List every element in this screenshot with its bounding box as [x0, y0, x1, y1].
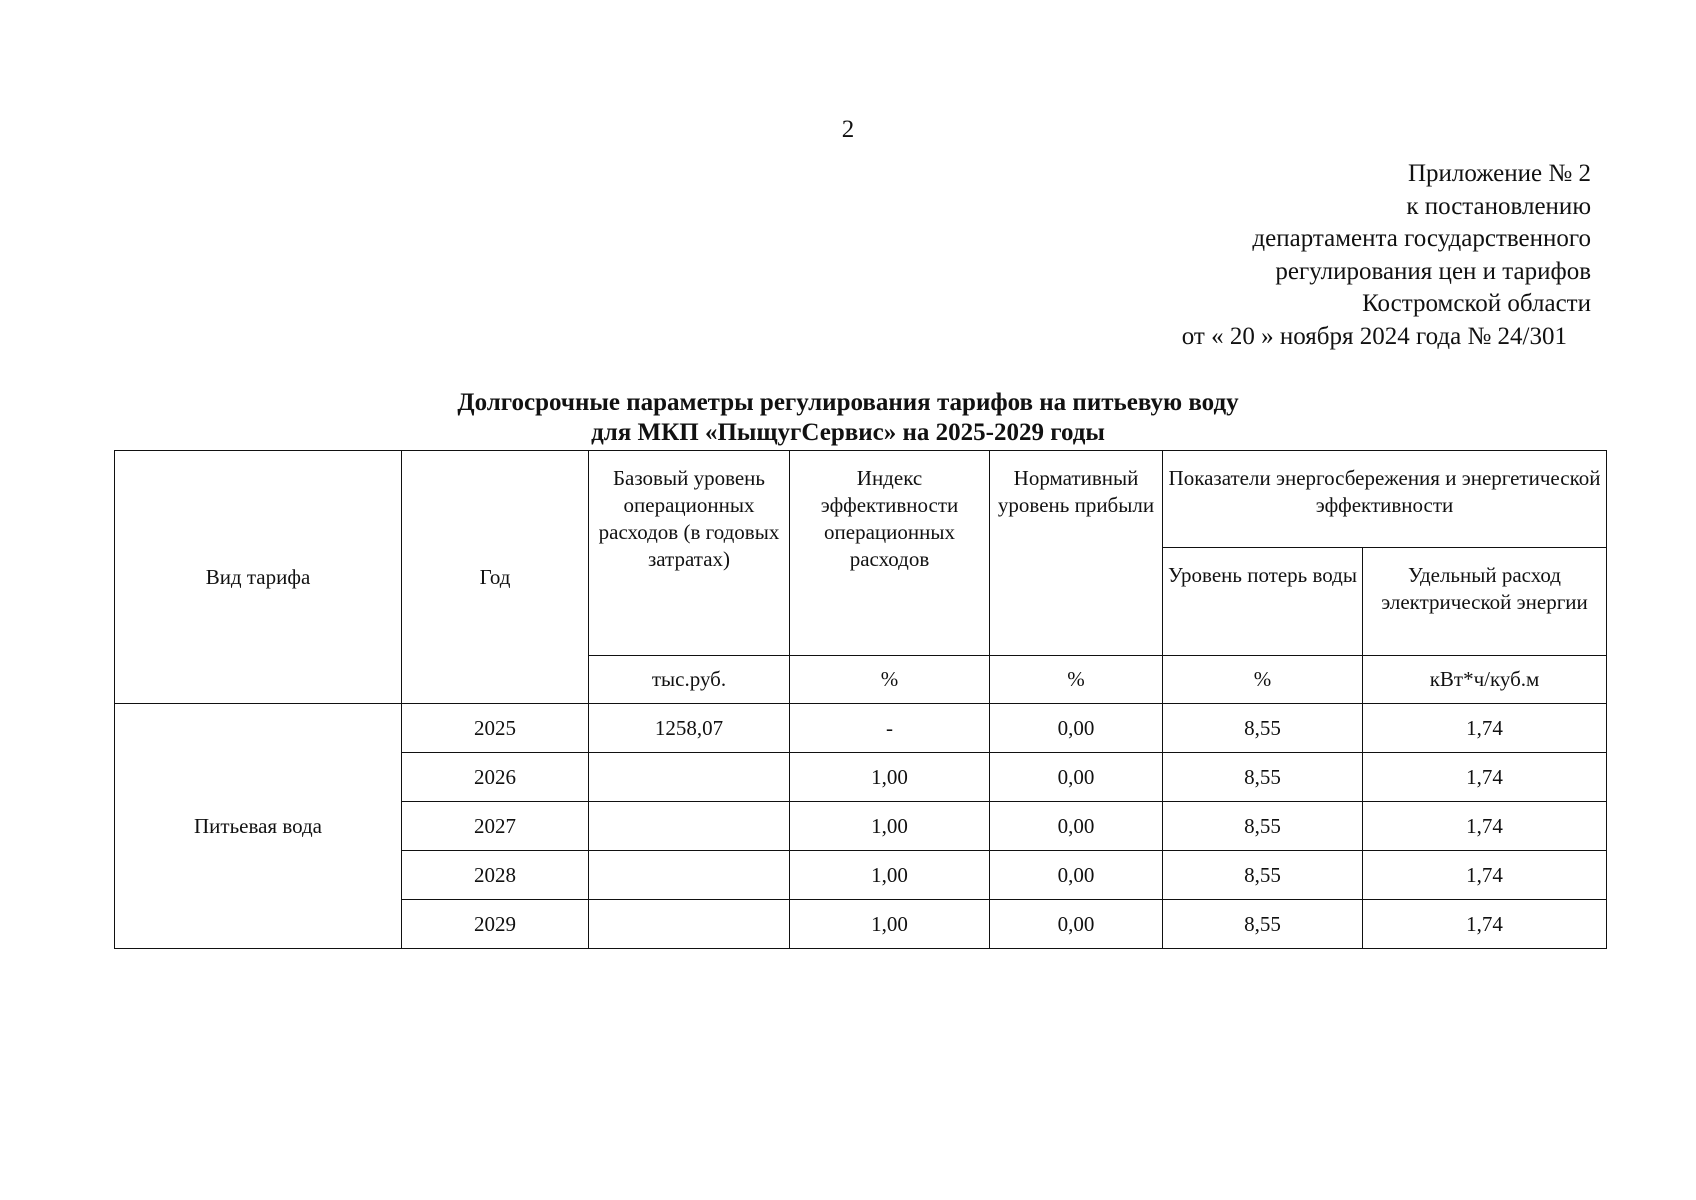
year-cell: 2027 [402, 802, 589, 851]
year-cell: 2029 [402, 900, 589, 949]
efficiency-index-cell: 1,00 [790, 900, 990, 949]
base-opex-cell [589, 851, 790, 900]
water-loss-cell: 8,55 [1163, 704, 1363, 753]
profit-level-cell: 0,00 [990, 851, 1163, 900]
year-cell: 2025 [402, 704, 589, 753]
year-cell: 2026 [402, 753, 589, 802]
header-profit-level: Нормативный уровень прибыли [990, 451, 1163, 656]
base-opex-cell [589, 753, 790, 802]
page-number: 2 [841, 116, 855, 143]
tariff-parameters-table [114, 450, 1607, 949]
efficiency-index-cell: 1,00 [790, 753, 990, 802]
electricity-cell: 1,74 [1363, 704, 1607, 753]
base-opex-cell [589, 802, 790, 851]
appendix-line: регулирования цен и тарифов [1275, 257, 1591, 285]
base-opex-cell [589, 900, 790, 949]
header-year: Год [402, 451, 589, 704]
year-cell: 2028 [402, 851, 589, 900]
base-opex-cell: 1258,07 [589, 704, 790, 753]
efficiency-index-cell: - [790, 704, 990, 753]
unit-efficiency-index: % [790, 656, 990, 704]
header-base-opex: Базовый уровень операционных расходов (в годовых затратах) [589, 451, 790, 656]
profit-level-cell: 0,00 [990, 704, 1163, 753]
profit-level-cell: 0,00 [990, 900, 1163, 949]
header-electricity: Удельный расход электрической энергии [1363, 548, 1607, 656]
header-tariff-type: Вид тарифа [115, 451, 402, 704]
water-loss-cell: 8,55 [1163, 753, 1363, 802]
unit-profit-level: % [990, 656, 1163, 704]
header-water-loss: Уровень потерь воды [1163, 548, 1363, 656]
title-line-2: для МКП «ПыщугСервис» на 2025-2029 годы [591, 419, 1105, 446]
header-energy-group: Показатели энергосбережения и энергетической эффективности [1163, 451, 1607, 548]
title-line-1: Долгосрочные параметры регулирования тарифов на питьевую воду [457, 389, 1239, 416]
appendix-line: Костромской области [1362, 290, 1591, 317]
appendix-line: Приложение № 2 [1407, 160, 1591, 187]
appendix-date-line: от « 20 » ноября 2024 года № 24/301 [1181, 322, 1567, 350]
table-row [115, 704, 1607, 753]
water-loss-cell: 8,55 [1163, 802, 1363, 851]
electricity-cell: 1,74 [1363, 900, 1607, 949]
electricity-cell: 1,74 [1363, 851, 1607, 900]
unit-electricity: кВт*ч/куб.м [1363, 656, 1607, 704]
water-loss-cell: 8,55 [1163, 851, 1363, 900]
document-title [0, 388, 1696, 448]
profit-level-cell: 0,00 [990, 753, 1163, 802]
efficiency-index-cell: 1,00 [790, 802, 990, 851]
appendix-line: департамента государственного [1252, 225, 1591, 252]
profit-level-cell: 0,00 [990, 802, 1163, 851]
efficiency-index-cell: 1,00 [790, 851, 990, 900]
electricity-cell: 1,74 [1363, 753, 1607, 802]
header-efficiency-index: Индекс эффективности операционных расходов [790, 451, 990, 656]
tariff-name-cell: Питьевая вода [115, 704, 402, 949]
water-loss-cell: 8,55 [1163, 900, 1363, 949]
appendix-block [1182, 158, 1591, 353]
electricity-cell: 1,74 [1363, 802, 1607, 851]
unit-water-loss: % [1163, 656, 1363, 704]
unit-base-opex: тыс.руб. [589, 656, 790, 704]
appendix-line: к постановлению [1406, 192, 1591, 220]
